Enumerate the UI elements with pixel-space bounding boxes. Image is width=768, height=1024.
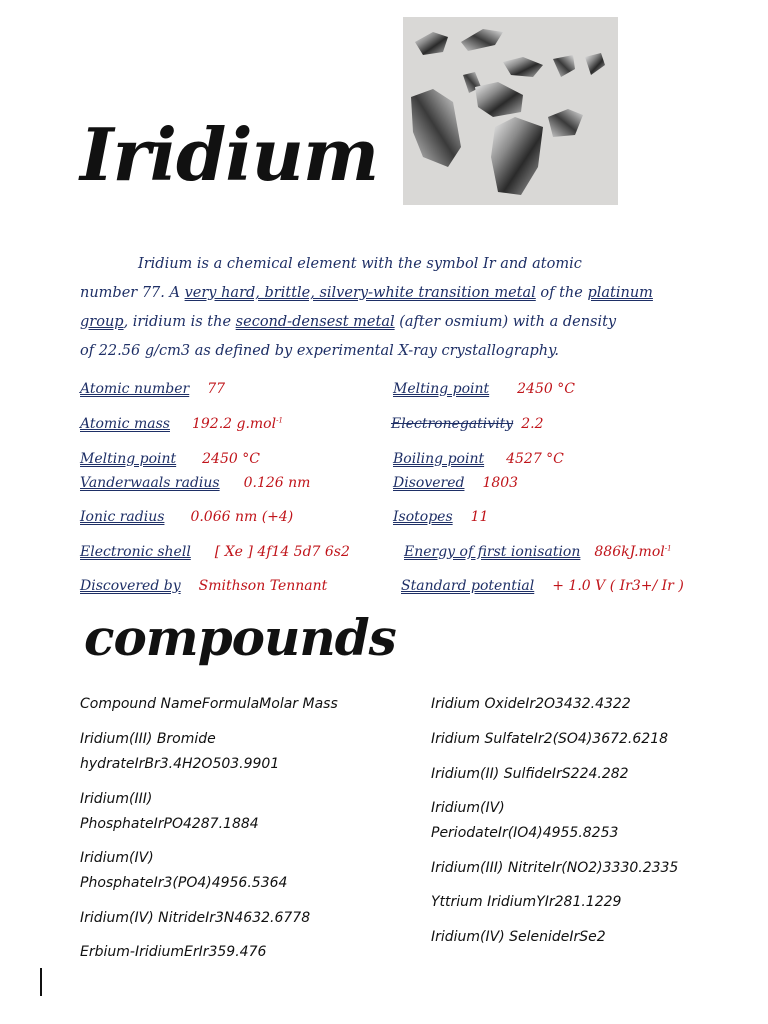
prop-label: Standard potential: [401, 578, 535, 594]
compound-item: PeriodateIr(IO4)4955.8253: [431, 825, 619, 841]
prop-first-ionisation: [404, 544, 672, 560]
prop-value: 77: [207, 381, 226, 397]
prop-value: 886kJ.mol: [594, 544, 665, 560]
intro-text: number 77. A: [80, 285, 185, 301]
prop-discovered-year: [393, 475, 518, 491]
intro-line-1: Iridium is a chemical element with the symbol Ir and atomic: [138, 256, 582, 272]
prop-isotopes: [393, 509, 488, 525]
compound-item: Iridium(III) NitriteIr(NO2)3330.2335: [431, 860, 679, 876]
link-platinum-group[interactable]: group: [80, 314, 124, 330]
intro-text: , iridium is the: [123, 314, 236, 330]
compounds-title: compounds: [84, 608, 396, 667]
compound-item: Yttrium IridiumYIr281.1229: [431, 894, 622, 910]
prop-boiling-point: [393, 451, 564, 467]
intro-text: of the: [535, 285, 588, 301]
compound-item: Iridium OxideIr2O3432.4322: [431, 696, 631, 712]
prop-vanderwaals-radius: [80, 475, 310, 491]
prop-ionic-radius: [80, 509, 293, 525]
page-title: Iridium: [80, 112, 379, 197]
prop-value: 2450 °C: [517, 381, 575, 397]
intro-line-4: of 22.56 g/cm3 as defined by experimental X-ray crystallography.: [80, 343, 559, 359]
prop-label: Electronic shell: [80, 544, 191, 560]
compound-item: Iridium SulfateIr2(SO4)3672.6218: [431, 731, 669, 747]
prop-value: Smithson Tennant: [198, 578, 328, 594]
compound-header: Compound NameFormulaMolar Mass: [80, 696, 338, 712]
prop-label: Melting point: [80, 451, 177, 467]
prop-value: + 1.0 V ( Ir3+/ Ir ): [552, 578, 684, 594]
compound-item: PhosphateIrPO4287.1884: [80, 816, 259, 832]
prop-label: Ionic radius: [80, 509, 165, 525]
iridium-pieces-image: [403, 17, 618, 205]
prop-value: 1803: [482, 475, 519, 491]
compound-item: PhosphateIr3(PO4)4956.5364: [80, 875, 288, 891]
prop-atomic-mass: [80, 416, 283, 432]
prop-label: Disovered: [393, 475, 465, 491]
compound-item: Iridium(IV): [80, 850, 154, 866]
link-transition-metal[interactable]: very hard, brittle, silvery-white transition metal: [184, 285, 536, 301]
compound-item: hydrateIrBr3.4H2O503.9901: [80, 756, 280, 772]
intro-text: (after osmium) with a density: [394, 314, 617, 330]
prop-label: Energy of first ionisation: [404, 544, 581, 560]
prop-electronegativity: [391, 416, 543, 432]
prop-label: Boiling point: [393, 451, 485, 467]
prop-value: 0.126 nm: [243, 475, 311, 491]
prop-sup: -1: [276, 416, 283, 425]
prop-value: 2450 °C: [202, 451, 260, 467]
prop-melting-point-2: [393, 381, 575, 397]
compound-item: Erbium-IridiumErIr359.476: [80, 944, 267, 960]
compound-item: Iridium(IV) NitrideIr3N4632.6778: [80, 910, 311, 926]
prop-label: Vanderwaals radius: [80, 475, 220, 491]
prop-value: 192.2 g.mol: [191, 416, 277, 432]
prop-value: [ Xe ] 4f14 5d7 6s2: [214, 544, 350, 560]
link-densest-metal[interactable]: second-densest metal: [235, 314, 395, 330]
prop-discovered-by: [80, 578, 327, 594]
compound-item: Iridium(III): [80, 791, 153, 807]
compound-item: Iridium(III) Bromide: [80, 731, 216, 747]
compound-item: Iridium(II) SulfideIrS224.282: [431, 766, 629, 782]
prop-label: Isotopes: [393, 509, 453, 525]
compound-item: Iridium(IV) SelenideIrSe2: [431, 929, 606, 945]
prop-value: 4527 °C: [506, 451, 564, 467]
prop-label: Atomic number: [80, 381, 190, 397]
intro-paragraph: [80, 250, 745, 366]
prop-label: Discovered by: [80, 578, 181, 594]
prop-sup: -1: [664, 544, 672, 553]
text-cursor: [40, 968, 42, 996]
link-platinum[interactable]: platinum: [587, 285, 653, 301]
prop-value: 11: [470, 509, 489, 525]
prop-atomic-number: [80, 381, 225, 397]
prop-standard-potential: [401, 578, 684, 594]
iridium-photo: [403, 17, 618, 205]
prop-label: Melting point: [393, 381, 490, 397]
prop-value: 0.066 nm (+4): [190, 509, 294, 525]
compound-item: Iridium(IV): [431, 800, 505, 816]
prop-value: 2.2: [521, 416, 544, 432]
prop-electronic-shell: [80, 544, 350, 560]
prop-label: Electronegativity: [391, 416, 514, 432]
prop-melting-point: [80, 451, 260, 467]
prop-label: Atomic mass: [80, 416, 170, 432]
